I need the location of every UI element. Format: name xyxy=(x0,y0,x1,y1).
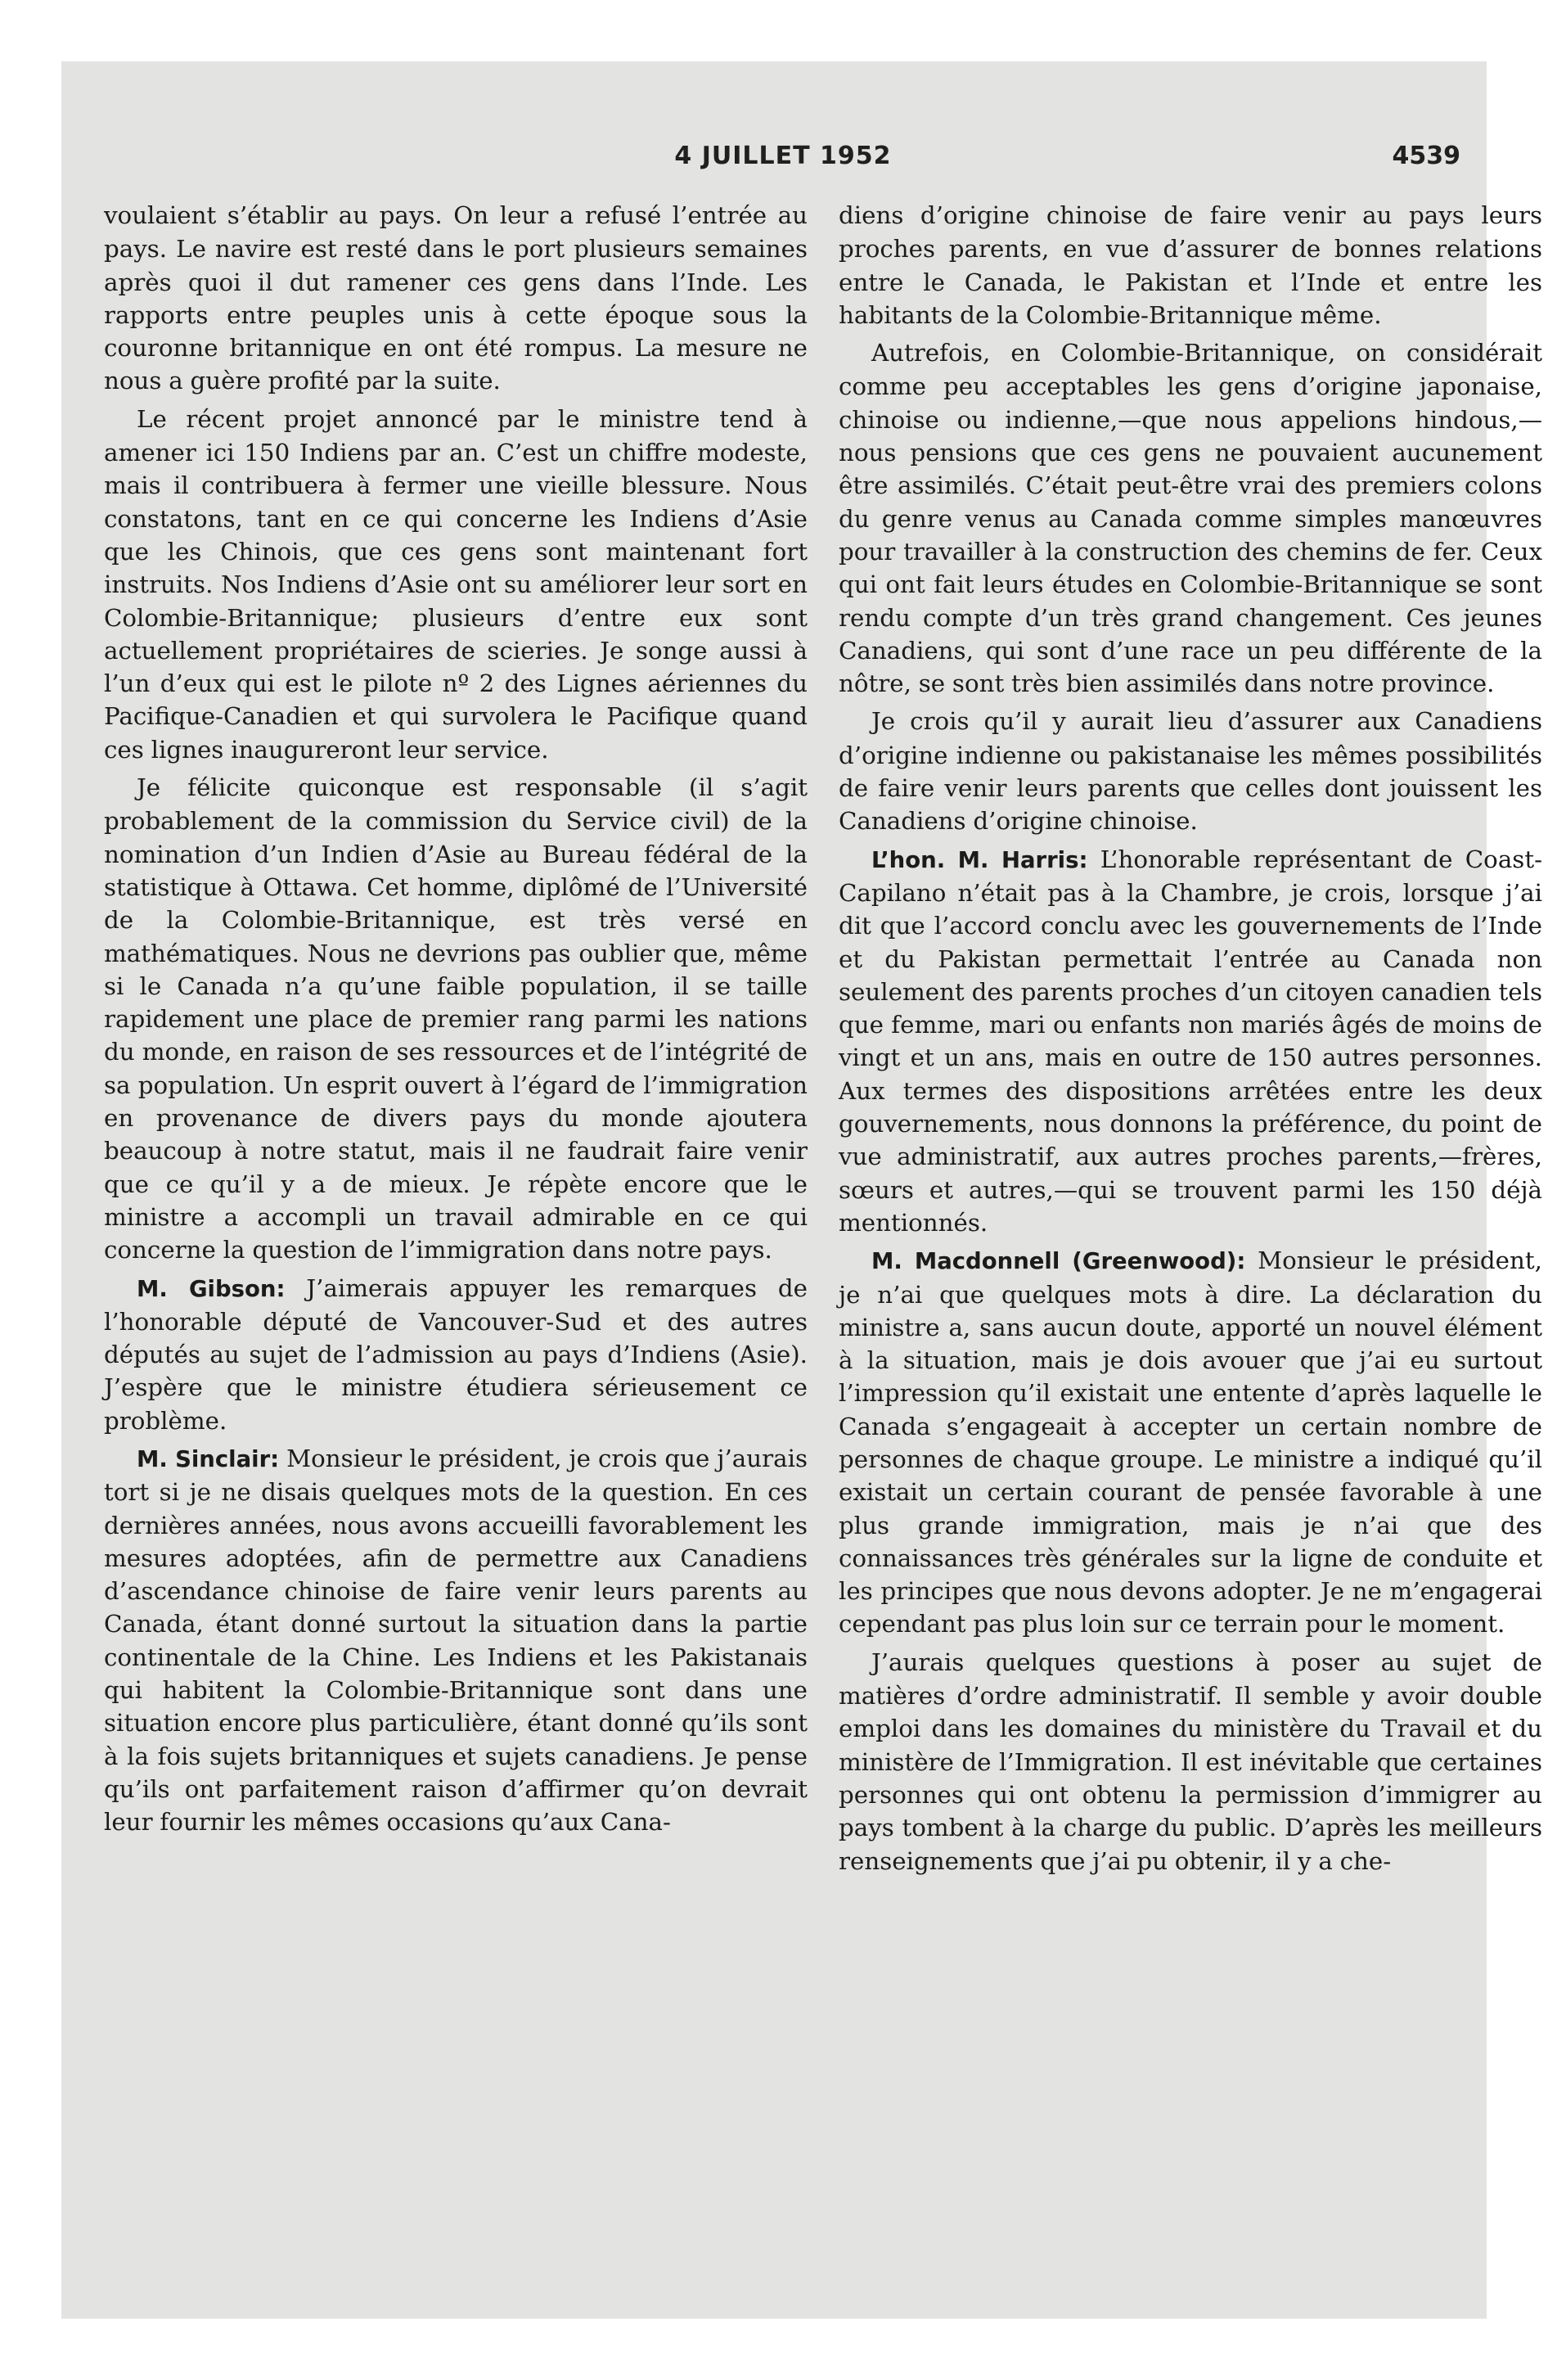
paragraph-text: Je crois qu’il y aurait lieu d’assurer aux Canadiens d’origine indienne ou pakistanaise les mêmes possibilités de faire venir leurs parents que celles dont jouissent les Canadiens d’origine chinoise. xyxy=(839,707,1542,836)
paragraph-text: diens d’origine chinoise de faire venir au pays leurs proches parents, en vue d’assurer de bonnes relations entre le Canada, le Pakistan et l’Inde et entre les habitants de la Colombie-Britannique même. xyxy=(839,201,1542,329)
paragraph-text: J’aimerais appuyer les remarques de l’honorable député de Vancouver-Sud et des autres députés au sujet de l’admission au pays d’Indiens (Asie). J’espère que le ministre étudiera sérieusement ce problème. xyxy=(104,1273,808,1435)
speaker-name: L’hon. M. Harris: xyxy=(871,846,1088,873)
speaker-name: M. Gibson: xyxy=(137,1275,286,1302)
paragraph xyxy=(839,199,1542,331)
paragraph-text: Autrefois, en Colombie-Britannique, on considérait comme peu acceptables les gens d’origine japonaise, chinoise ou indienne,—que nous appelions hindous,—nous pensions que ces gens ne pouvaient aucunement être assimilés. C’était peut-être vrai des premiers colons du genre venus au Canada comme simples manœuvres pour travailler à la construction des chemins de fer. Ceux qui ont fait leurs études en Colombie-Britannique se sont rendu compte d’un très grand changement. Ces jeunes Canadiens, qui sont d’une race un peu différente de la nôtre, se sont très bien assimilés dans notre province. xyxy=(839,339,1542,698)
paragraph xyxy=(839,336,1542,700)
paragraph xyxy=(104,771,808,1266)
paragraph-text: voulaient s’établir au pays. On leur a refusé l’entrée au pays. Le navire est resté dans le port plusieurs semaines après quoi il dut ramener ces gens dans l’Inde. Les rapports entre peuples unis à cette époque sous la couronne britannique en ont été rompus. La mesure ne nous a guère profité par la suite. xyxy=(104,201,808,395)
paragraph xyxy=(839,1646,1542,1877)
right-column xyxy=(839,199,1542,1882)
paragraph-text: Monsieur le président, je crois que j’aurais tort si je ne disais quelques mots de la question. En ces dernières années, nous avons accueilli favorablement les mesures adoptées, afin de permettre aux Canadiens d’ascendance chinoise de faire venir leurs parents au Canada, étant donné surtout la situation dans la partie continentale de la Chine. Les Indiens et les Pakistanais qui habitent la Colombie-Britannique sont dans une situation encore plus particulière, étant donné qu’ils sont à la fois sujets britanniques et sujets canadiens. Je pense qu’ils ont parfaitement raison d’affirmer qu’on devrait leur fournir les mêmes occasions qu’aux Cana- xyxy=(104,1444,808,1837)
left-column xyxy=(104,199,808,1844)
page-header xyxy=(104,142,1462,174)
paragraph-text: J’aurais quelques questions à poser au sujet de matières d’ordre administratif. Il semble y avoir double emploi dans les domaines du ministère du Travail et du ministère de l’Immigration. Il est inévitable que certaines personnes qui ont obtenu la permission d’immigrer au pays tombent à la charge du public. D’après les meilleurs renseignements que j’ai pu obtenir, il y a che- xyxy=(839,1648,1542,1875)
paragraph-text: L’honorable représentant de Coast-Capilano n’était pas à la Chambre, je crois, lorsque j’ai dit que l’accord conclu avec les gouvernements de l’Inde et du Pakistan permettait l’entrée au Canada non seulement des parents proches d’un citoyen canadien tels que femme, mari ou enfants non mariés âgés de moins de vingt et un ans, mais en outre de 150 autres personnes. Aux termes des dispositions arrêtées entre les deux gouvernements, nous donnons la préférence, du point de vue administratif, aux autres proches parents,—frères, sœurs et autres,—qui se trouvent parmi les 150 déjà mentionnés. xyxy=(839,845,1542,1237)
page-number: 4539 xyxy=(1392,142,1460,170)
paragraph-text: Je félicite quiconque est responsable (il s’agit probablement de la commission du Service civil) de la nomination d’un Indien d’Asie au Bureau fédéral de la statistique à Ottawa. Cet homme, diplômé de l’Université de la Colombie-Britannique, est très versé en mathématiques. Nous ne devrions pas oublier que, même si le Canada n’a qu’une faible population, il se taille rapidement une place de premier rang parmi les nations du monde, en raison de ses ressources et de l’intégrité de sa population. Un esprit ouvert à l’égard de l’immigration en provenance de divers pays du monde ajoutera beaucoup à notre statut, mais il ne faudrait faire venir que ce qu’il y a de mieux. Je répète encore que le ministre a accompli un travail admirable en ce qui concerne la question de l’immigration dans notre pays. xyxy=(104,773,808,1264)
paragraph xyxy=(104,199,808,398)
page-sheet xyxy=(61,61,1542,2319)
paragraph xyxy=(104,1272,808,1437)
speaker-name: M. Sinclair: xyxy=(137,1445,280,1472)
paragraph xyxy=(104,1442,808,1839)
paragraph xyxy=(839,705,1542,837)
paragraph xyxy=(104,403,808,766)
paragraph-text: Monsieur le président, je n’ai que quelques mots à dire. La déclaration du ministre a, sans aucun doute, apporté un nouvel élément à la situation, mais je dois avouer que j’ai eu surtout l’impression qu’il existait une entente d’après laquelle le Canada s’engageait à accepter un certain nombre de personnes de chaque groupe. Le ministre a indiqué qu’il existait un certain courant de pensée favorable à une plus grande immigration, mais je n’ai que des connaissances très générales sur la ligne de conduite et les principes que nous devons adopter. Je ne m’engagerai cependant pas plus loin sur ce terrain pour le moment. xyxy=(839,1246,1542,1639)
paragraph xyxy=(839,1244,1542,1641)
paragraph xyxy=(839,843,1542,1240)
speaker-name: M. Macdonnell (Greenwood): xyxy=(871,1248,1246,1275)
paragraph-text: Le récent projet annoncé par le ministre tend à amener ici 150 Indiens par an. C’est un chiffre modeste, mais il contribuera à fermer une vieille blessure. Nous constatons, tant en ce qui concerne les Indiens d’Asie que les Chinois, que ces gens sont maintenant fort instruits. Nos Indiens d’Asie ont su améliorer leur sort en Colombie-Britannique; plusieurs d’entre eux sont actuellement propriétaires de scieries. Je songe aussi à l’un d’eux qui est le pilote nº 2 des Lignes aériennes du Pacifique-Canadien et qui survolera le Pacifique quand ces lignes inaugureront leur service. xyxy=(104,404,808,764)
header-date: 4 JUILLET 1952 xyxy=(674,142,892,170)
